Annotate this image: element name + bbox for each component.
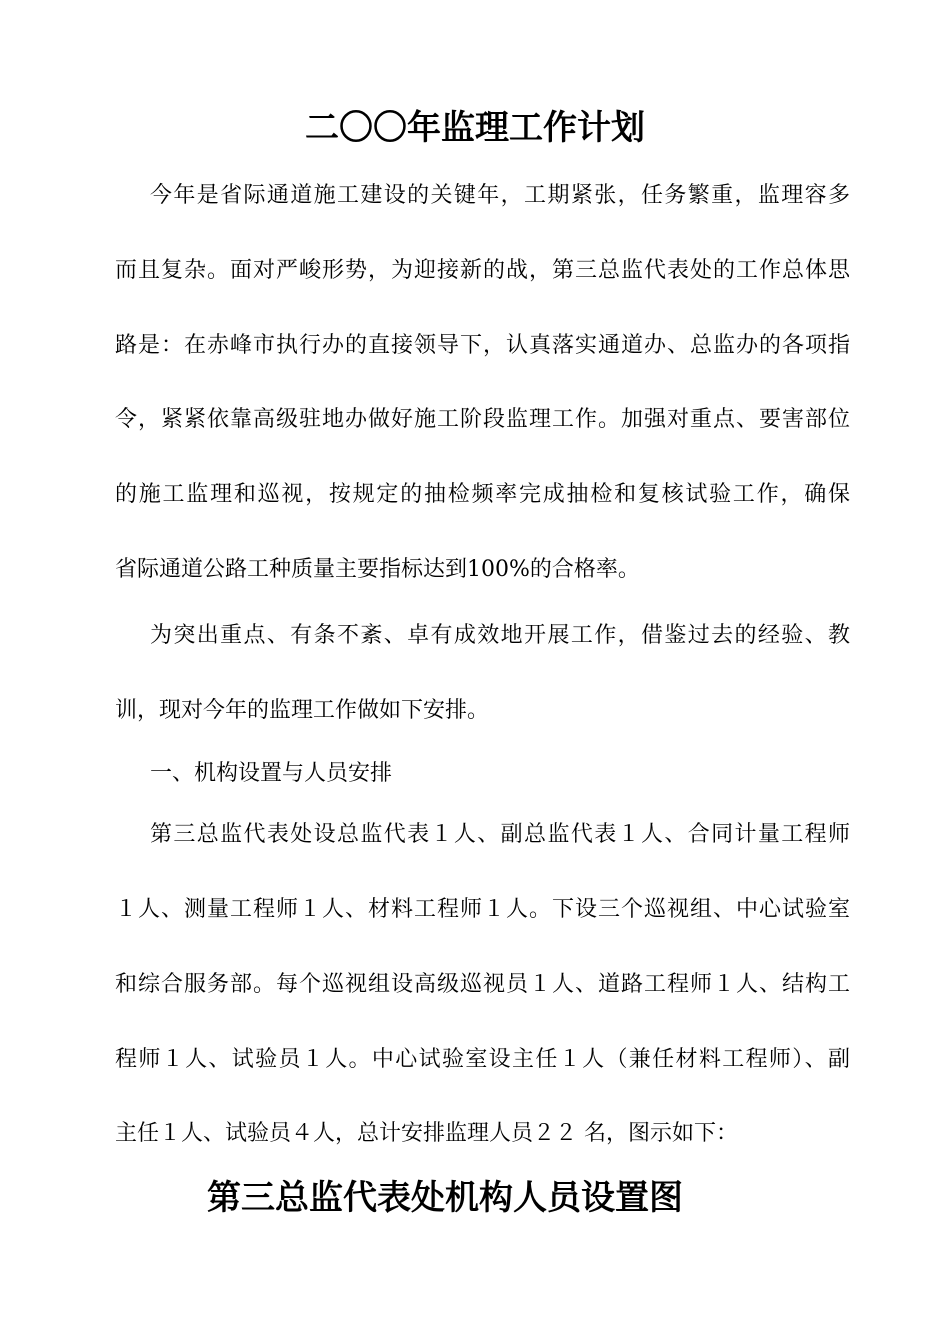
paragraph-line: 令，紧紧依靠高级驻地办做好施工阶段监理工作。加强对重点、要害部位 — [115, 407, 850, 432]
paragraph-line: 主任１人、试验员４人，总计安排监理人员２２ 名，图示如下： — [115, 1121, 738, 1146]
paragraph-line: 训，现对今年的监理工作做如下安排。 — [115, 698, 490, 723]
paragraph-line: 和综合服务部。每个巡视组设高级巡视员１人、道路工程师１人、结构工 — [115, 972, 850, 997]
paragraph-line: １人、测量工程师１人、材料工程师１人。下设三个巡视组、中心试验室 — [115, 897, 850, 922]
paragraph-line: 的施工监理和巡视，按规定的抽检频率完成抽检和复核试验工作，确保 — [115, 482, 850, 507]
paragraph-line: 而且复杂。面对严峻形势，为迎接新的战，第三总监代表处的工作总体思 — [115, 258, 850, 283]
paragraph-line: 程师１人、试验员１人。中心试验室设主任１人（兼任材料工程师）、副 — [115, 1047, 850, 1072]
document-title: 二〇〇年监理工作计划 — [305, 108, 645, 148]
paragraph-line: 路是：在赤峰市执行办的直接领导下，认真落实通道办、总监办的各项指 — [115, 333, 850, 358]
section-heading: 一、机构设置与人员安排 — [150, 761, 393, 786]
paragraph-line: 第三总监代表处设总监代表１人、副总监代表１人、合同计量工程师 — [150, 822, 850, 847]
paragraph-line: 为突出重点、有条不紊、卓有成效地开展工作，借鉴过去的经验、教 — [150, 623, 850, 648]
chart-title: 第三总监代表处机构人员设置图 — [207, 1178, 683, 1218]
paragraph-line: 省际通道公路工种质量主要指标达到100%的合格率。 — [115, 557, 640, 582]
paragraph-line: 今年是省际通道施工建设的关键年，工期紧张，任务繁重，监理容多 — [150, 183, 850, 208]
